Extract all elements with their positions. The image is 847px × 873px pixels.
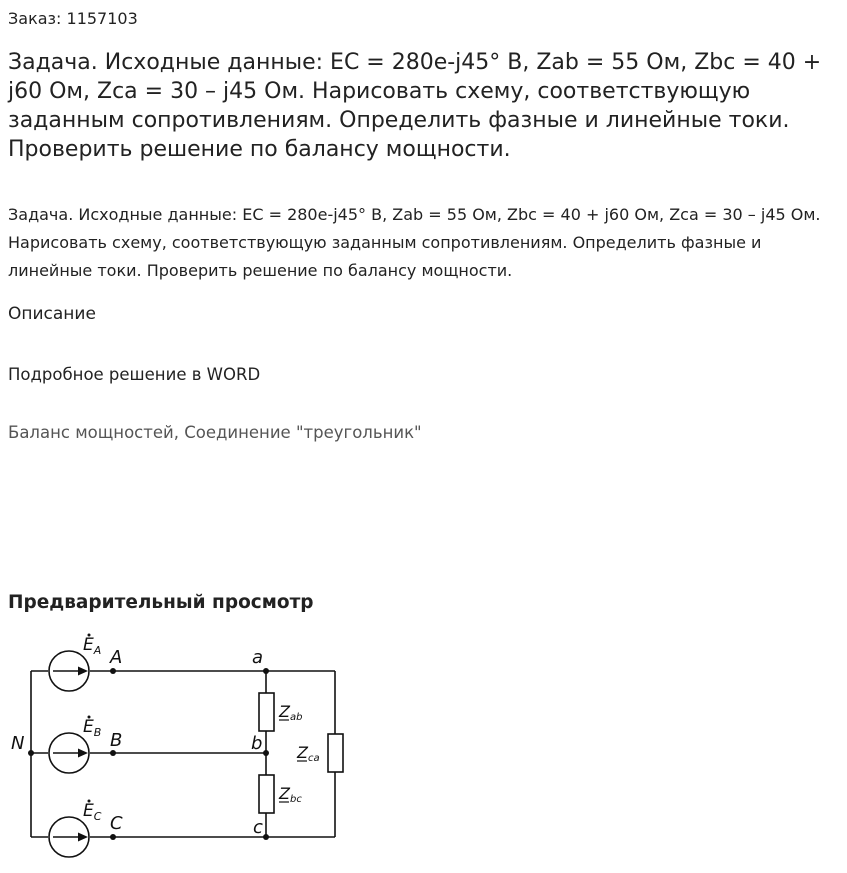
terminal-c-dot	[110, 834, 116, 840]
tags: Баланс мощностей, Соединение "треугольник"	[8, 423, 422, 442]
resistor-zbc	[259, 775, 274, 813]
emf-b-label: $E_B$	[83, 717, 102, 739]
description-heading: Описание	[8, 304, 96, 324]
emf-c-label: $E_C$	[83, 801, 102, 823]
zab-label: Zab	[279, 702, 303, 723]
emf-a-label: $E_A$	[83, 635, 102, 657]
task-title: Задача. Исходные данные: EC = 280e-j45° В, Zab = 55 Ом, Zbc = 40 + j60 Ом, Zca = 30 – j45 Ом. Нарисовать схему, соответствующую заданным сопротивлениям. Определить фазные и линейные токи. Проверить решение по балансу мощности.	[8, 50, 822, 162]
resistor-zca	[328, 734, 343, 772]
resistor-zab	[259, 693, 274, 731]
node-a-label: a	[252, 647, 264, 668]
terminal-a-dot	[110, 668, 116, 674]
node-a-dot	[263, 668, 269, 674]
neutral-node	[28, 750, 34, 756]
terminal-a-label: A	[110, 647, 123, 668]
node-c-dot	[263, 834, 269, 840]
node-b-label: b	[251, 733, 263, 754]
solution-format: Подробное решение в WORD	[8, 365, 261, 384]
node-c-label: c	[253, 817, 263, 838]
terminal-b-label: B	[110, 730, 123, 751]
neutral-label: N	[11, 733, 25, 754]
zbc-label: Zbc	[279, 784, 302, 805]
order-number: Заказ: 1157103	[8, 9, 138, 28]
circuit-diagram	[8, 630, 358, 865]
zca-label: Zca	[297, 743, 320, 764]
task-text: Задача. Исходные данные: EC = 280e-j45° В, Zab = 55 Ом, Zbc = 40 + j60 Ом, Zca = 30 – j45 Ом. Нарисовать схему, соответствующую заданным сопротивлениям. Определить фазные и линейные токи. Проверить решение по балансу мощности.	[8, 205, 821, 280]
preview-heading: Предварительный просмотр	[8, 592, 314, 613]
terminal-c-label: C	[110, 813, 123, 834]
node-b-dot	[263, 750, 269, 756]
